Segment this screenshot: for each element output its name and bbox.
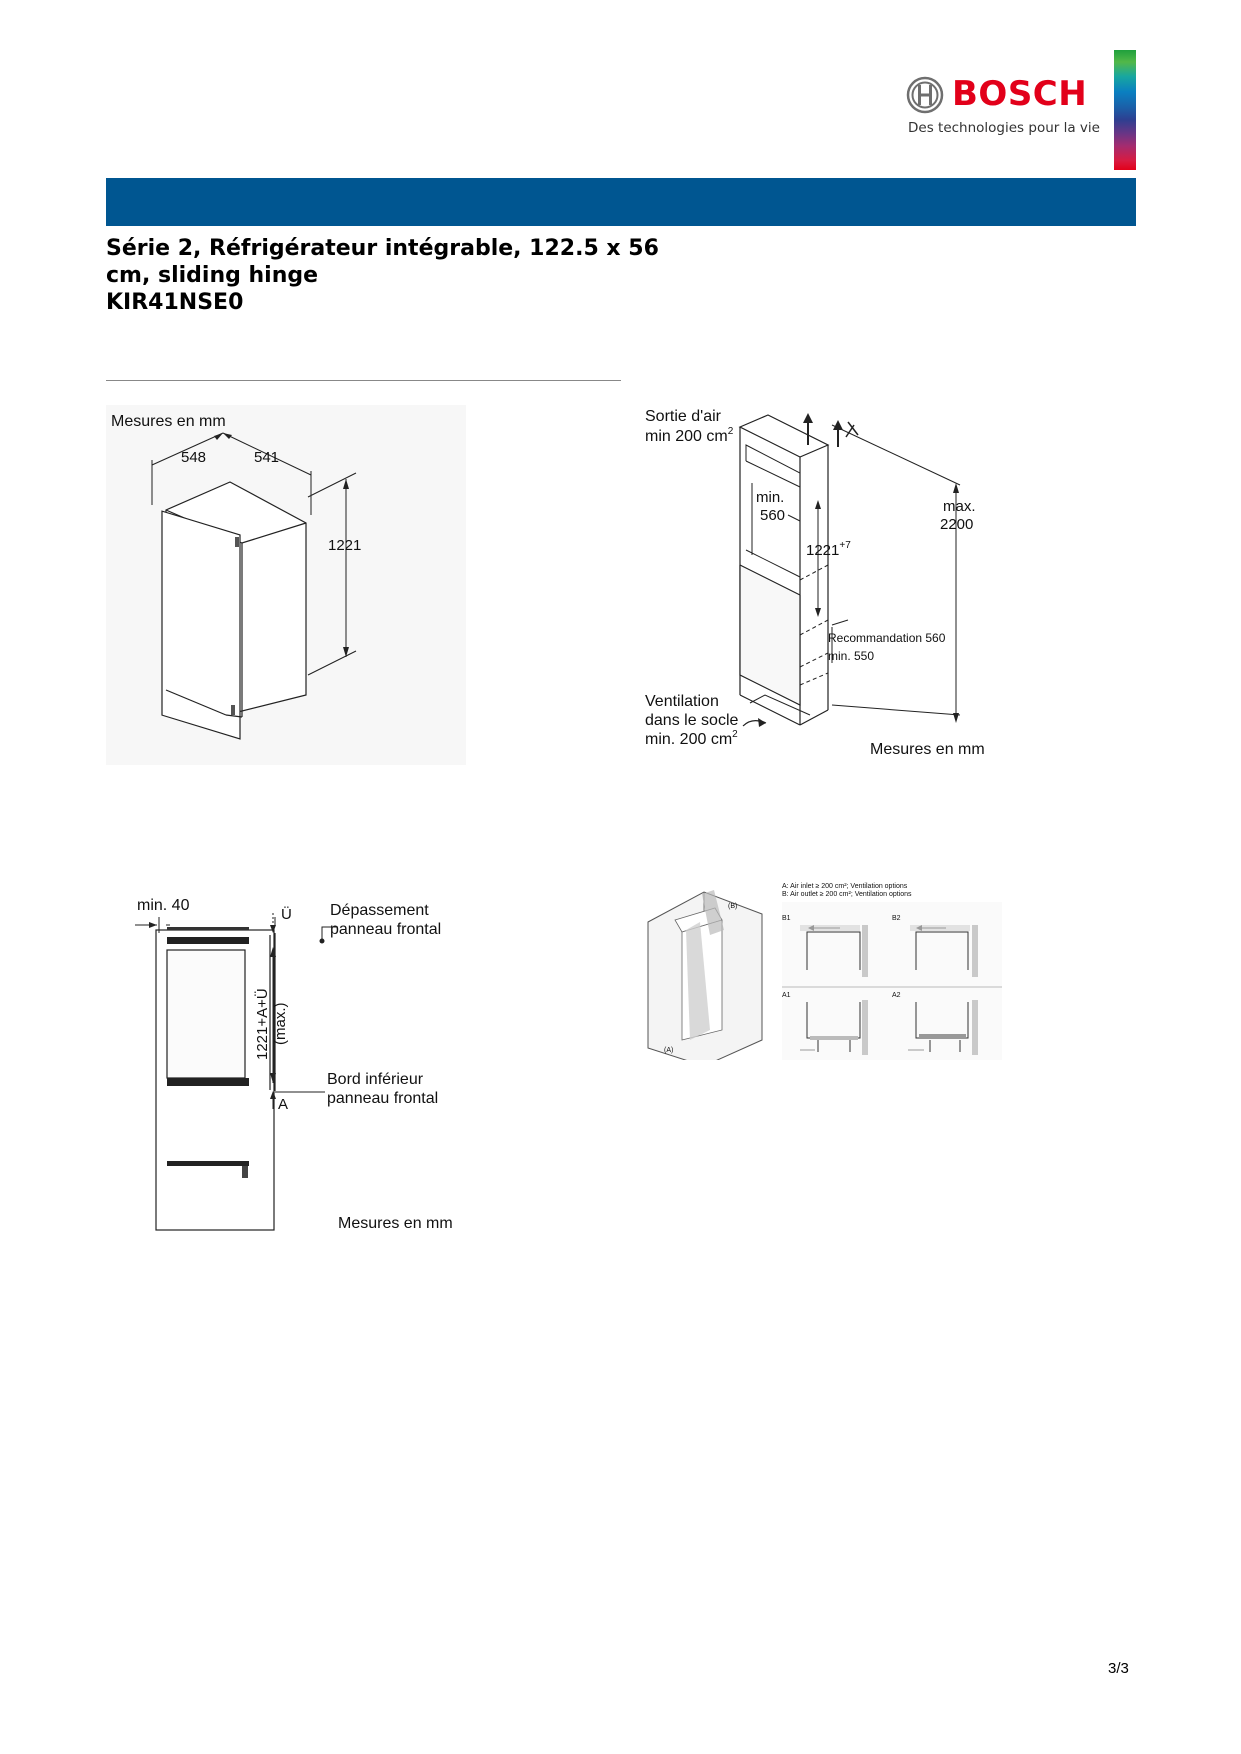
fig2-min-value: 560 xyxy=(760,507,786,524)
svg-text:min. 200 cm2 xyxy=(645,729,738,748)
product-title xyxy=(106,235,666,316)
fig2-air-out-line2: min 200 cm xyxy=(645,428,728,445)
bosch-armature-icon xyxy=(905,75,945,115)
fig3-height-max: (max.) xyxy=(272,1002,289,1045)
fig3-u-label: Ü xyxy=(281,906,292,923)
svg-text:1221+7 xyxy=(806,540,851,559)
fig2-max-value: 2200 xyxy=(940,516,974,533)
fig2-vent-sup: 2 xyxy=(732,729,738,740)
fig2-vent-line1: Ventilation xyxy=(645,693,719,710)
fig2-vent-line3: min. 200 cm xyxy=(645,731,733,748)
product-title-line1: Série 2, Réfrigérateur intégrable, 122.5 x 56 xyxy=(106,236,659,261)
fig4-label-a: (A) xyxy=(664,1047,674,1054)
header-bar xyxy=(106,178,1136,226)
fig1-width-label: 541 xyxy=(254,449,280,466)
fig3-edge-line1: Bord inférieur xyxy=(327,1071,424,1088)
fig1-units-label: Mesures en mm xyxy=(111,413,226,430)
fig4-legend-a: A: Air inlet ≥ 200 cm²; Ventilation options xyxy=(782,883,908,890)
page-number: 3/3 xyxy=(1108,1660,1129,1677)
fig3-overhang-line1: Dépassement xyxy=(330,902,429,919)
section-divider xyxy=(106,380,621,381)
fig4-a1: A1 xyxy=(782,992,791,999)
fig3-overhang-line2: panneau frontal xyxy=(330,921,442,938)
brand-tagline: Des technologies pour la vie xyxy=(908,120,1100,136)
fig1-depth-label: 548 xyxy=(181,449,207,466)
fig3-height-formula: 1221+A+Ü xyxy=(254,988,271,1060)
fig3-edge-line2: panneau frontal xyxy=(327,1090,439,1107)
fig4-b2: B2 xyxy=(892,915,901,922)
fig4-b1: B1 xyxy=(782,915,791,922)
fig2-units-label: Mesures en mm xyxy=(870,741,985,758)
front-panel-figure xyxy=(130,895,480,1240)
fig3-units-label: Mesures en mm xyxy=(338,1215,453,1232)
product-model: KIR41NSE0 xyxy=(106,290,244,315)
ventilation-options-figure xyxy=(640,880,1005,1060)
fig2-air-out-sup: 2 xyxy=(727,426,734,437)
niche-installation-figure xyxy=(640,405,1020,765)
fig1-height-label: 1221 xyxy=(328,537,362,554)
fig2-niche-height: 1221 xyxy=(806,542,840,559)
fig2-vent-line2: dans le socle xyxy=(645,712,739,729)
fig2-rec-line2: min. 550 xyxy=(828,649,875,663)
fig4-a2: A2 xyxy=(892,992,901,999)
fig2-air-out-line1: Sortie d'air xyxy=(645,408,721,425)
fig2-max-label: max. xyxy=(943,498,976,515)
fig2-niche-tol: +7 xyxy=(839,540,851,551)
brand-color-stripe xyxy=(1114,50,1136,170)
appliance-dimensions-figure xyxy=(106,405,466,765)
brand-name: BOSCH xyxy=(952,74,1088,114)
fig2-min-label: min. xyxy=(756,489,785,506)
product-title-line2: cm, sliding hinge xyxy=(106,263,319,288)
fig3-min40-label: min. 40 xyxy=(137,897,190,914)
svg-text:min 200 cm2 xyxy=(645,426,734,445)
fig3-a-label: A xyxy=(278,1096,289,1113)
fig4-legend-b: B: Air outlet ≥ 200 cm²; Ventilation options xyxy=(782,891,912,898)
fig4-label-b: (B) xyxy=(728,903,738,910)
fig2-rec-line1: Recommandation 560 xyxy=(828,631,946,645)
